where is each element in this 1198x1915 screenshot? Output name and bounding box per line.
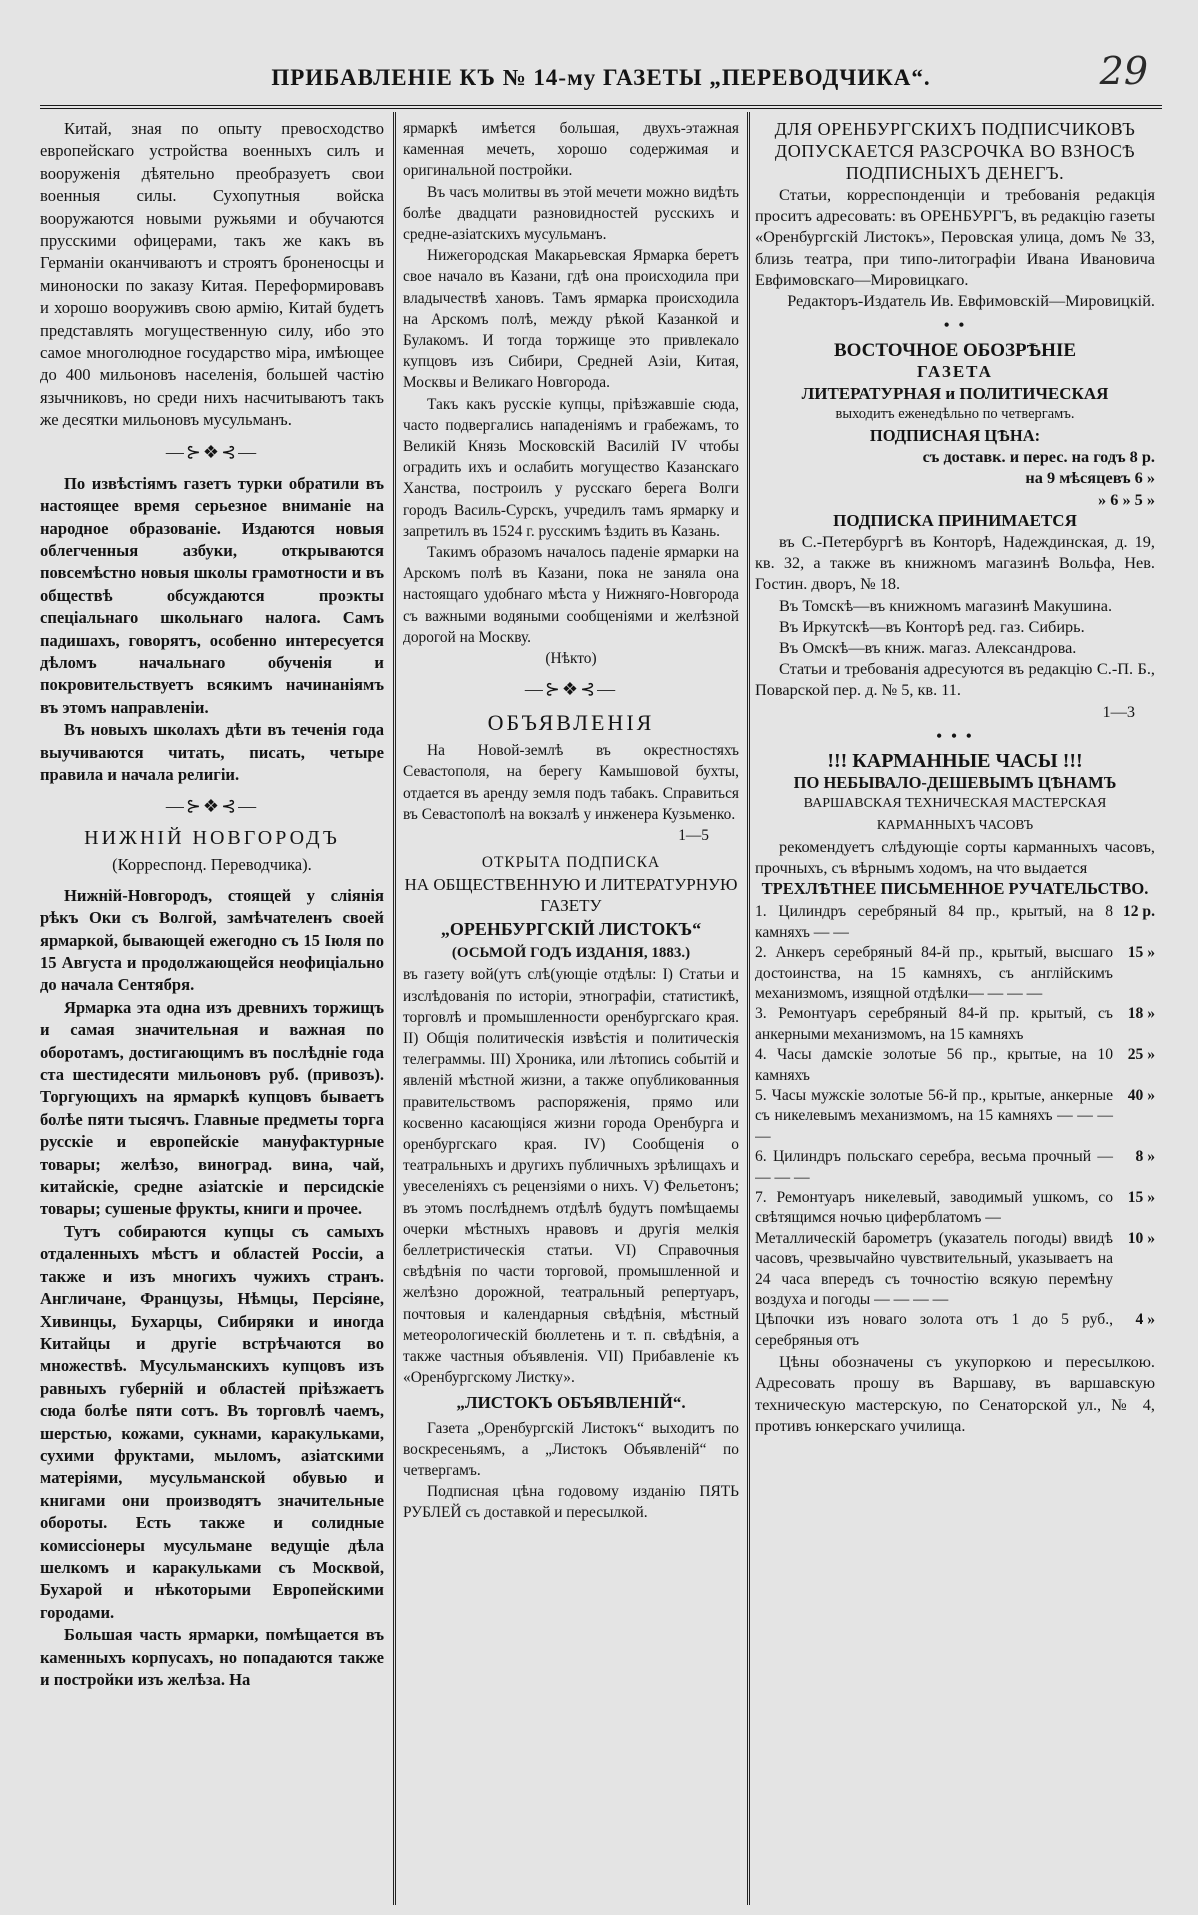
- ad-subscription-on: НА ОБЩЕСТВЕННУЮ И ЛИТЕРАТУРНУЮ ГАЗЕТУ: [404, 874, 738, 915]
- east-price-9m: на 9 мѣсяцевъ 6 »: [1025, 468, 1155, 488]
- section-subtitle: (Корреспонд. Переводчика).: [112, 855, 312, 875]
- section-title-nizhny: НИЖНІЙ НОВГОРОДЪ: [84, 827, 340, 850]
- ornament-dots: • •: [943, 315, 967, 336]
- article-nizhny-2: Ярмарка эта одна изъ древнихъ торжищъ и самая значительная и важная по оборотамъ, достигающимъ въ послѣдніе года ста шестидесяти мильоновъ руб. (привозъ). Торгующихъ на ярмаркѣ купцовъ бываетъ болѣе пяти тысячъ. Главные предметы торга русскіе и европейскіе мануфактурные товары; желѣзо, виноград. вина, чай, китайскіе, средне азіатскіе и персидскіе товары; сушеные фрукты, книги и прочее.: [40, 997, 384, 1219]
- watch-price: 10 »: [1127, 1229, 1155, 1247]
- column-2: [403, 118, 739, 1901]
- requests-count: 1—3: [1102, 701, 1135, 721]
- watches-subtitle: ПО НЕБЫВАЛО-ДЕШЕВЫМЪ ЦѢНАМЪ: [793, 773, 1117, 793]
- watches-closing: Цѣны обозначены съ укупоркою и пересылкою. Адресовать прошу въ Варшаву, въ варшавскую техническую мастерскую, по Сенаторской ул., № 4, противъ юнкерскаго училища.: [755, 1352, 1155, 1435]
- watch-item: Цѣпочки изъ новаго золота отъ 1 до 5 руб., серебряныя отъ 4 »: [755, 1310, 1155, 1351]
- header-title: ПРИБАВЛЕНІЕ КЪ № 14-му ГАЗЕТЫ „ПЕРЕВОДЧИКА“.: [271, 65, 931, 90]
- watch-item: 2. Анкеръ серебряный 84-й пр., крытый, высшаго достоинства, на 15 камняхъ, съ англійскимъ механизмомъ, изящной отдѣлки— — — — 15 »: [755, 943, 1155, 1004]
- ad-gazeta-price: Подписная цѣна годовому изданію ПЯТЬ РУБЛЕЙ съ доставкой и пересылкой.: [403, 1483, 739, 1522]
- article-turkey-schools-2: Въ новыхъ школахъ дѣти въ теченія года выучиваются читать, писать, четыре правила и начала религіи.: [40, 720, 384, 784]
- article-nizhny-3: Тутъ собираются купцы съ самыхъ отдаленныхъ мѣстъ и областей Россіи, а также и изъ многихъ чужихъ странъ. Англичане, Французы, Нѣмцы, Персіяне, Хивинцы, Бухарцы, Сибиряки и иногда Китайцы и другіе встрѣчаются во множествѣ. Мусульманскихъ купцовъ изъ равныхъ губерній и областей пріѣзжаетъ сюда болѣе пяти сотъ. Въ торговлѣ чаемъ, шерстью, кожами, сукнами, каракульками, сухими фруктами, мыломъ, азіатскими матеріями, мусульманской обувью и книгами они производятъ значительные обороты. Есть также и солидные комиссіонеры мусульмане ведущіе дѣла шелкомъ и каракульками съ Москвой, Бухарой и нѣкоторыми Европейскими городами.: [40, 1221, 384, 1622]
- article-nizhny-1: Нижній-Новгородъ, стоящей у сліянія рѣкъ Оки съ Волгой, замѣчателенъ своей ярмаркой, бывающей ежегодно съ 15 Іюля по 15 Августа и продолжающейся неофиціально до начала Сентября.: [40, 885, 384, 995]
- accept-spb: въ С.-Петербургѣ въ Конторѣ, Надеждинская, д. 19, кв. 32, а также въ книжномъ магазинѣ Вольфа, Нев. Гостин. дворъ, № 18.: [755, 532, 1155, 594]
- article-china: Китай, зная по опыту превосходство европейскаго устройства военныхъ силъ и вооруженія дѣятельно преобразуетъ свои военныя силы. Сухопутныя войска вооружаются новыми ружьями и обучаются прусскими офицерами, такъ же какъ въ Германіи оканчиваютъ и строятъ броненосцы и миноноски по заказу Китая. Переформировавъ и хорошо вооруживъ свою армію, Китай будетъ представлять могущественную силу, ибо это самое многолюдное государство міра, имѣющее до 400 мильоновъ населенія, большей частію язычниковъ, но среди нихъ насчитываютъ такъ же десятки мильоновъ мусульманъ.: [40, 119, 384, 430]
- page-number: 29: [1099, 49, 1148, 93]
- watches-title: !!! КАРМАННЫЕ ЧАСЫ !!!: [827, 749, 1083, 772]
- article-fair-2: Въ часъ молитвы въ этой мечети можно видѣть болѣе двадцати разновидностей русскихъ и средне-азіатскихъ мусульманъ.: [403, 183, 739, 244]
- watch-price: 25 »: [1127, 1046, 1155, 1064]
- watch-item: 6. Цилиндръ польскаго серебра, весьма прочный — — — — 8 »: [755, 1147, 1155, 1188]
- ad-land-rent: На Новой-землѣ въ окрестностяхъ Севастополя, на берегу Камышовой бухты, отдается въ аренду земля подъ табакъ. Справиться въ Севастополѣ на вокзалѣ у инженера Кузьменко.: [403, 742, 739, 823]
- watch-price: 12 р.: [1122, 903, 1155, 921]
- notice-editor: Редакторъ-Издатель Ив. Евфимовскій—Мировицкій.: [787, 291, 1155, 311]
- ad-paper-name: „ОРЕНБУРГСКІЙ ЛИСТОКЪ“: [440, 918, 702, 939]
- watches-shop-2: КАРМАННЫХЪ ЧАСОВЪ: [876, 817, 1034, 833]
- watch-item: 7. Ремонтуаръ никелевый, заводимый ушкомъ, со свѣтящимся ночью циферблатомъ — 15 »: [755, 1188, 1155, 1229]
- watch-item: 4. Часы дамскіе золотые 56 пр., крытые, на 10 камняхъ 25 »: [755, 1045, 1155, 1086]
- column-3: [755, 118, 1155, 1901]
- watch-price: 4 »: [1135, 1311, 1155, 1329]
- ads-title: ОБЪЯВЛЕНІЯ: [487, 710, 655, 736]
- ad-gazeta-schedule: Газета „Оренбургскій Листокъ“ выходитъ по воскресеньямъ, а „Листокъ Объявленій“ по четвергамъ.: [403, 1419, 739, 1479]
- column-divider-2: [747, 112, 750, 1905]
- watches-intro: рекомендуетъ слѣдующіе сорты карманныхъ часовъ, прочныхъ, съ вѣрнымъ ходомъ, на что выдается: [755, 836, 1155, 877]
- article-fair-3: Нижегородская Макарьевская Ярмарка беретъ свое начало въ Казани, гдѣ она происходила при владычествѣ хановъ. Тамъ ярмарка происходила на Арскомъ полѣ, между рѣкой Казанкой и Булакомъ. И тогда торжище это привлекало купцовъ изъ Сибири, Средней Азіи, Китая, Москвы и Великаго Новгорода.: [403, 247, 739, 392]
- watches-shop: ВАРШАВСКАЯ ТЕХНИЧЕСКАЯ МАСТЕРСКАЯ: [803, 796, 1107, 812]
- watch-price: 8 »: [1135, 1148, 1155, 1166]
- column-1: [40, 118, 384, 1901]
- watch-price: 15 »: [1127, 1188, 1155, 1206]
- ornament-dots: • • •: [936, 725, 974, 746]
- ornament-divider: —⊱❖⊰—: [165, 441, 259, 462]
- east-price-6m: » 6 » 5 »: [1098, 489, 1155, 509]
- ad-subscription-open: ОТКРЫТА ПОДПИСКА: [481, 854, 661, 872]
- notice-address: Статьи, корреспонденціи и требованія редакція проситъ адресовать: въ ОРЕНБУРГЪ, въ редакцію газеты «Оренбургскій Листокъ», Перовская улица, домъ № 33, близь театра, при типо-литографіи Ивана Ивановича Евфимовскаго—Мировицкаго.: [755, 185, 1155, 289]
- requests-address: Статьи и требованія адресуются въ редакцію С.-П. Б., Поварской пер. д. № 5, кв. 11.: [755, 659, 1155, 700]
- east-price-year: съ доставк. и перес. на годъ 8 р.: [922, 447, 1155, 467]
- east-review-type: ЛИТЕРАТУРНАЯ и ПОЛИТИЧЕСКАЯ: [801, 383, 1109, 403]
- watch-price: 15 »: [1127, 944, 1155, 962]
- accept-tomsk: Въ Томскѣ—въ книжномъ магазинѣ Макушина.: [779, 595, 1113, 615]
- watches-warranty: ТРЕХЛѢТНЕЕ ПИСЬМЕННОЕ РУЧАТЕЛЬСТВО.: [761, 879, 1149, 899]
- watch-price: 40 »: [1127, 1086, 1155, 1104]
- ad-paper-sections: въ газету вой(утъ слѣ(ующіе отдѣлы: І) Статьи и изслѣдованія по исторіи, этнографіи, статистикѣ, торговлѣ и промышленности оренбургскаго края. ІІ) Общія политическія извѣстія и политическія телеграммы. ІІІ) Хроника, или лѣтопись событій и явленій мѣстной жизни, а также опубликованныя правительствомъ распоряженія, прямо или косвенно касающіяся жизни города Оренбурга и оренбургскаго края. ІV) Сообщенія о театральныхъ и другихъ публичныхъ зрѣлищахъ и увеселеніяхъ съ рецензіями о нихъ. V) Фельетонъ; въ этомъ послѣднемъ отдѣлѣ будутъ помѣщаемы очерки мѣстныхъ нравовъ и другія мелкія беллетристическія статьи. VІ) Справочныя свѣдѣнія по части торговой, промышленной и желѣзно дорожной, театральный репертуаръ, почтовыя и календарныя свѣдѣнія, мѣстный метеорологическій бюллетень и т. п. свѣдѣнія, а также частныя объявленія. VІІ) Прибавленіе къ «Оренбургскому Листку».: [403, 966, 739, 1387]
- east-review-price-title: ПОДПИСНАЯ ЦѢНА:: [869, 426, 1041, 446]
- east-review-title: ВОСТОЧНОЕ ОБОЗРѢНІЕ: [833, 340, 1077, 362]
- article-fair-5: Такимъ образомъ началось паденіе ярмарки на Арскомъ полѣ въ Казани, пока не заняла она настоящаго удобнаго мѣста у Нижняго-Новгорода съ важными водяными сообщеніями и желѣзной дорогой на Москву.: [403, 544, 739, 646]
- watch-item: 1. Цилиндръ серебряный 84 пр., крытый, на 8 камняхъ — — 12 р.: [755, 902, 1155, 943]
- article-fair-4: Такъ какъ русскіе купцы, пріѣзжавшіе сюда, часто подвергались нападеніямъ и грабежамъ, то Великій Князь Московскій Василій IV чтобы оградить ихъ и ослабить могущество Казанскаго Ханства, построилъ у русскаго берега Волги городъ Василь-Сурскъ, учредилъ тамъ ярмарку и запретилъ въ 1524 г. русскимъ ѣздить въ Казань.: [403, 395, 739, 540]
- page-header: [40, 49, 1162, 109]
- article-signature: (Нѣкто): [545, 650, 597, 668]
- watch-item: 3. Ремонтуаръ серебряный 84-й пр. крытый, съ анкерными механизмомъ, на 15 камняхъ 18 »: [755, 1004, 1155, 1045]
- ad-paper-year: (ОСЬМОЙ ГОДЪ ИЗДАНІЯ, 1883.): [451, 945, 691, 962]
- east-review-freq: выходитъ еженедѣльно по четвергамъ.: [835, 405, 1075, 422]
- watch-price: 18 »: [1127, 1005, 1155, 1023]
- east-review-gazeta: ГАЗЕТА: [917, 362, 993, 382]
- accept-omsk: Въ Омскѣ—въ книж. магаз. Александрова.: [779, 638, 1077, 658]
- article-turkey-schools: По извѣстіямъ газетъ турки обратили въ настоящее время серьезное вниманіе на народное образованіе. Издаются новыя облегченныя азбуки, открываются повсемѣстно новыя школы грамотности и въ обществѣ обсуждаются проэкты спеціальнаго школьнаго налога. Самъ падишахъ, говорятъ, особенно интересуется дѣломъ начальнаго обученія и покровительствуетъ всякимъ начинаніямъ въ этомъ направленіи.: [40, 473, 384, 717]
- notice-installments: ДЛЯ ОРЕНБУРГСКИХЪ ПОДПИСЧИКОВЪ ДОПУСКАЕТСЯ РАЗСРОЧКА ВО ВЗНОСѢ ПОДПИСНЫХЪ ДЕНЕГЪ.: [774, 119, 1136, 183]
- accept-irkutsk: Въ Иркутскѣ—въ Конторѣ ред. газ. Сибирь.: [779, 616, 1085, 636]
- ad-land-rent-count: 1—5: [678, 827, 709, 845]
- column-divider-1: [393, 112, 396, 1905]
- ornament-divider: —⊱❖⊰—: [165, 796, 259, 817]
- article-fair-cont: ярмаркѣ имѣется большая, двухъ-этажная каменная мечеть, хорошо содержимая и оригинальной постройки.: [403, 120, 739, 180]
- article-nizhny-4: Большая часть ярмарки, помѣщается въ каменныхъ корпусахъ, но попадаются также и постройки изъ желѣза. На: [40, 1625, 384, 1689]
- watch-item: 5. Часы мужскіе золотые 56-й пр., крытые, анкерные съ никелевымъ механизмомъ, на 15 камняхъ — — — — 40 »: [755, 1086, 1155, 1147]
- ornament-divider: —⊱❖⊰—: [524, 679, 618, 700]
- ad-listok-title: „ЛИСТОКЪ ОБЪЯВЛЕНІЙ“.: [456, 1393, 686, 1413]
- watch-item: Металлическій барометръ (указатель погоды) ввидѣ часовъ, чрезвычайно чувствительный, указываетъ на 24 часа впередъ съ точностію всякую перемѣну воздуха и погоды — — — — 10 »: [755, 1229, 1155, 1311]
- accept-title: ПОДПИСКА ПРИНИМАЕТСЯ: [833, 510, 1077, 530]
